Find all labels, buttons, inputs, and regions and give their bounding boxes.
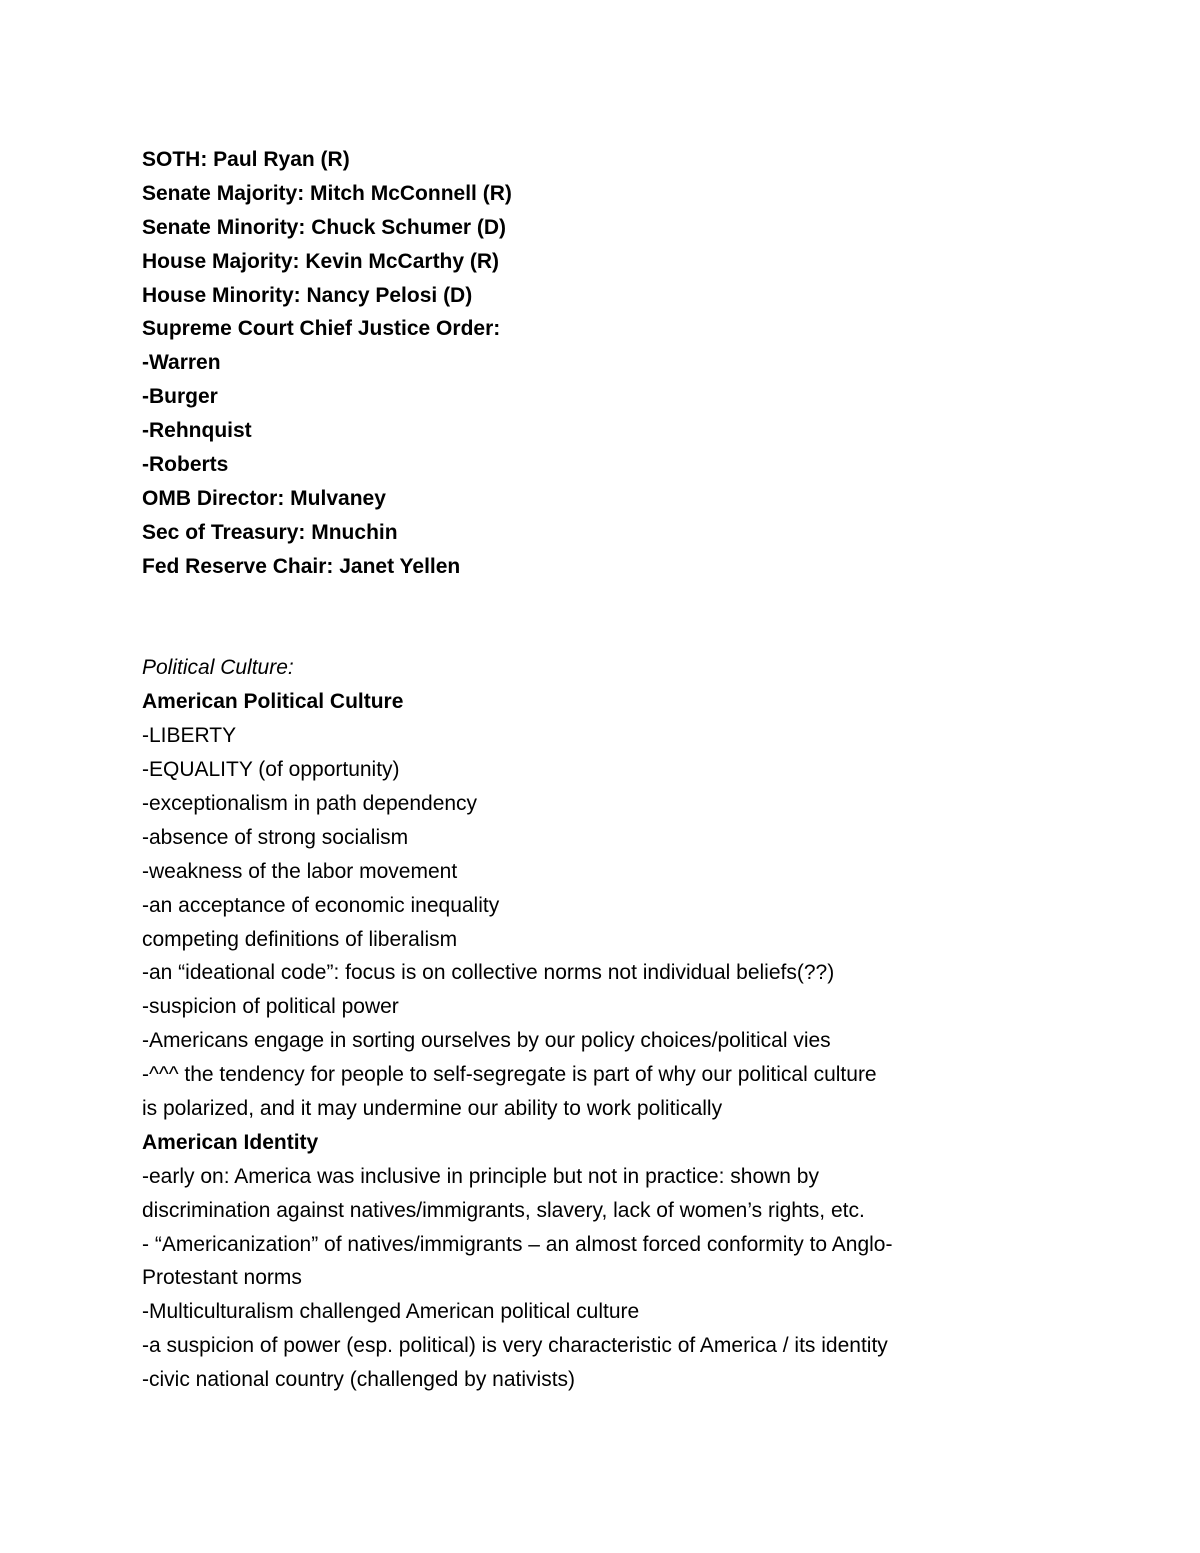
list-item: Fed Reserve Chair: Janet Yellen: [142, 554, 461, 578]
document-body: [142, 143, 1142, 1397]
list-item: -absence of strong socialism: [142, 825, 409, 849]
list-item: is polarized, and it may undermine our ability to work politically: [142, 1096, 723, 1120]
list-item: -early on: America was inclusive in principle but not in practice: shown by: [142, 1164, 819, 1188]
list-item: Supreme Court Chief Justice Order:: [142, 317, 501, 341]
subsection-heading: American Political Culture: [142, 690, 404, 714]
list-item: -Multiculturalism challenged American political culture: [142, 1300, 640, 1324]
list-item: OMB Director: Mulvaney: [142, 486, 386, 510]
list-item: -an “ideational code”: focus is on collective norms not individual beliefs(??): [142, 961, 835, 985]
list-item: -an acceptance of economic inequality: [142, 893, 500, 917]
american-identity-section: [142, 1126, 1142, 1397]
list-item: -^^^ the tendency for people to self-segregate is part of why our political culture: [142, 1063, 877, 1087]
list-item: discrimination against natives/immigrants, slavery, lack of women’s rights, etc.: [142, 1198, 865, 1222]
list-item: competing definitions of liberalism: [142, 927, 458, 951]
list-item: Protestant norms: [142, 1266, 302, 1290]
list-item: -a suspicion of power (esp. political) is very characteristic of America / its identity: [142, 1334, 888, 1358]
list-item: -suspicion of political power: [142, 995, 399, 1019]
list-item: - “Americanization” of natives/immigrants – an almost forced conformity to Anglo-: [142, 1232, 893, 1256]
list-item: SOTH: Paul Ryan (R): [142, 148, 350, 171]
list-item: -Roberts: [142, 453, 229, 477]
list-item: -Warren: [142, 351, 221, 375]
list-item: Senate Majority: Mitch McConnell (R): [142, 181, 512, 205]
section-heading: Political Culture:: [142, 656, 294, 680]
political-culture-section: [142, 685, 1142, 1126]
list-item: House Majority: Kevin McCarthy (R): [142, 249, 500, 273]
list-item: -Americans engage in sorting ourselves by our policy choices/political vies: [142, 1029, 831, 1053]
list-item: Sec of Treasury: Mnuchin: [142, 520, 398, 544]
subsection-heading: American Identity: [142, 1130, 319, 1154]
list-item: -Rehnquist: [142, 419, 252, 443]
list-item: -LIBERTY: [142, 724, 237, 748]
list-item: -Burger: [142, 385, 218, 409]
list-item: House Minority: Nancy Pelosi (D): [142, 283, 473, 307]
list-item: Senate Minority: Chuck Schumer (D): [142, 215, 507, 239]
spacer: [142, 584, 1142, 652]
list-item: -civic national country (challenged by nativists): [142, 1368, 576, 1392]
list-item: -exceptionalism in path dependency: [142, 791, 478, 815]
list-item: -weakness of the labor movement: [142, 859, 458, 883]
list-item: -EQUALITY (of opportunity): [142, 758, 400, 782]
officials-list: [142, 143, 1142, 584]
